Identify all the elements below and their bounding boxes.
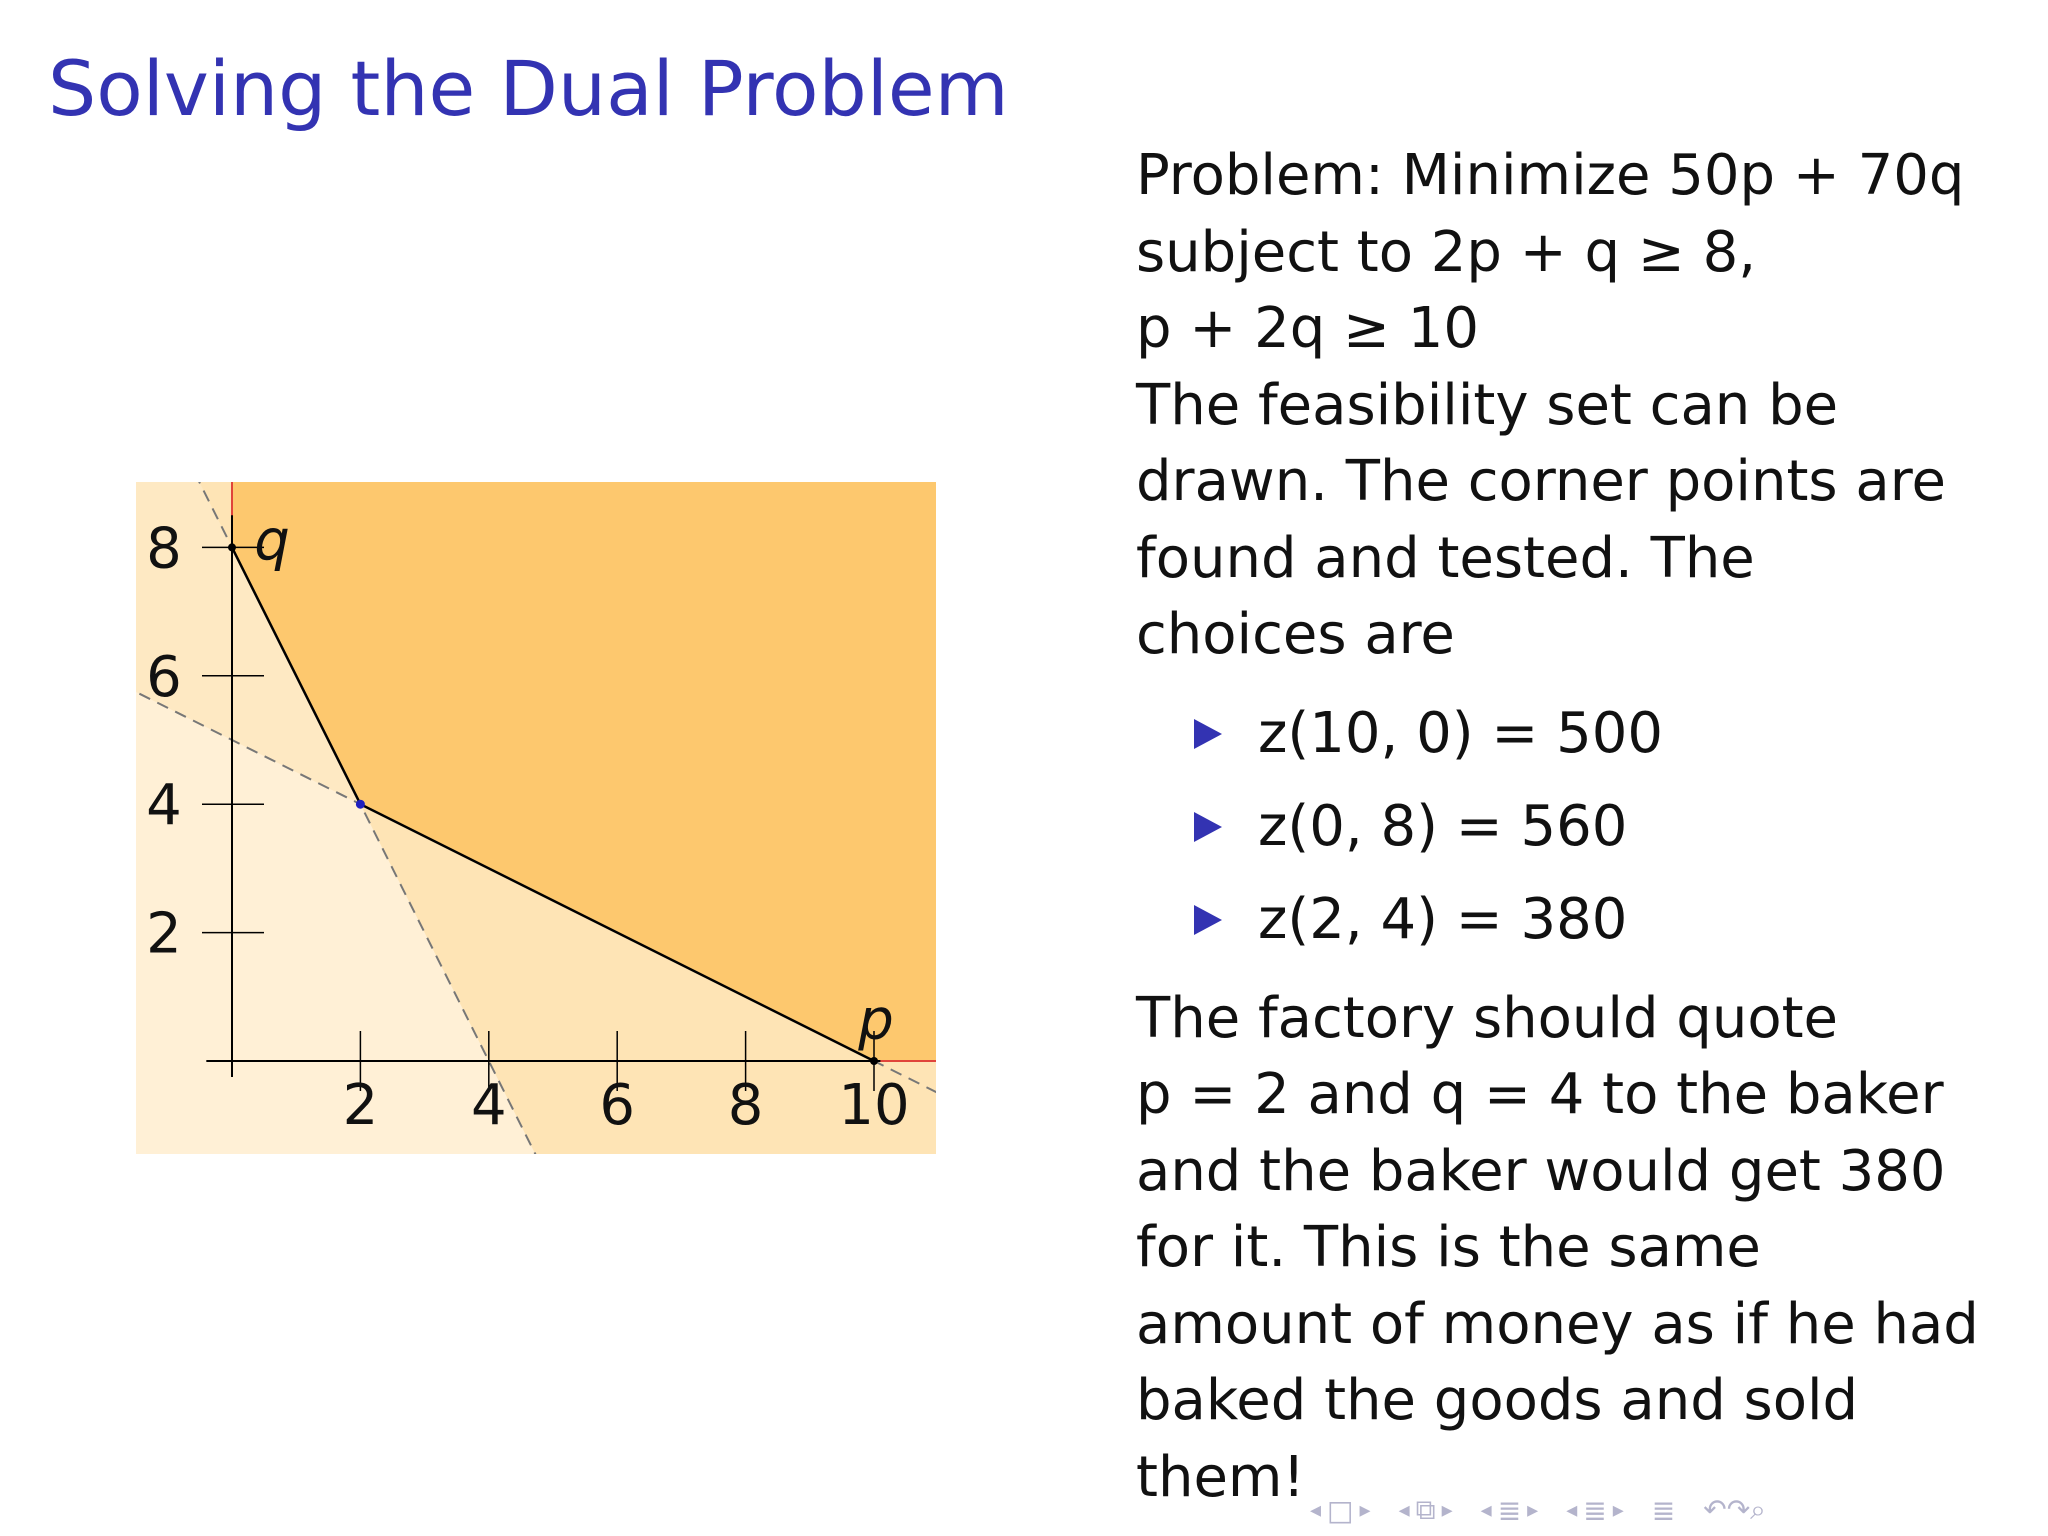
paragraph2-line-1: The factory should quote [1136, 985, 1838, 1051]
explanation-panel [1136, 138, 2016, 1516]
slide-nav-icon[interactable]: ◂ □ ▸ [1310, 1493, 1371, 1527]
section-nav-icon[interactable]: ◂ ≣ ▸ [1566, 1493, 1624, 1527]
beamer-navigation-bar [1310, 1490, 2030, 1530]
corner-point [356, 800, 365, 809]
x-tick-label: 10 [838, 1073, 910, 1138]
search-icon[interactable]: ↶↷⌕ [1703, 1493, 1766, 1526]
y-tick-label: 4 [146, 773, 182, 839]
paragraph2-line-7: them! [1136, 1444, 1305, 1510]
problem-line-3: p + 2q ≥ 10 [1136, 296, 1480, 361]
paragraph2-line-4: for it. This is the same [1136, 1215, 1761, 1280]
x-axis-label: p [858, 988, 894, 1053]
paragraph2-line-6: baked the goods and sold [1136, 1368, 1859, 1433]
paragraph1-line-1: The feasibility set can be [1136, 372, 1839, 438]
list-item [1136, 688, 2016, 781]
align-icon[interactable]: ≣ [1651, 1493, 1676, 1527]
bullet-triangle-icon [1194, 905, 1222, 935]
choice-text: z(2, 4) = 380 [1258, 886, 1628, 952]
x-tick-label: 4 [470, 1073, 507, 1138]
feasibility-diagram [0, 0, 960, 1200]
choice-text: z(10, 0) = 500 [1258, 700, 1663, 766]
paragraph1-line-3: found and tested. The [1136, 525, 1755, 591]
subsection-nav-icon[interactable]: ◂ ≣ ▸ [1480, 1493, 1539, 1527]
problem-line-1: Problem: Minimize 50p + 70q [1136, 143, 1965, 208]
choice-text: z(0, 8) = 560 [1258, 793, 1628, 859]
slide-title: Solving the Dual Problem [48, 44, 1009, 133]
y-tick-label: 2 [146, 901, 182, 967]
paragraph2-line-3: and the baker would get 380 [1136, 1138, 1946, 1204]
x-tick-label: 2 [342, 1073, 379, 1138]
paragraph2-line-5: amount of money as if he had [1136, 1291, 1979, 1357]
x-tick-label: 8 [727, 1073, 764, 1138]
bullet-triangle-icon [1194, 812, 1222, 842]
frame-nav-icon[interactable]: ◂ ⧉ ▸ [1398, 1493, 1453, 1526]
x-tick-label: 6 [599, 1073, 636, 1138]
list-item [1136, 781, 2016, 874]
y-axis-label: q [254, 508, 290, 574]
y-tick-label: 8 [146, 516, 182, 582]
paragraph1-line-4: choices are [1136, 602, 1455, 667]
paragraph2-line-2: p = 2 and q = 4 to the baker [1136, 1062, 1944, 1127]
corner-point [870, 1057, 878, 1065]
list-item [1136, 874, 2016, 967]
bullet-triangle-icon [1194, 719, 1222, 749]
paragraph1-line-2: drawn. The corner points are [1136, 449, 1946, 514]
problem-line-2: subject to 2p + q ≥ 8, [1136, 219, 1756, 285]
corner-point [228, 543, 236, 551]
y-tick-label: 6 [146, 644, 182, 710]
choices-list [1136, 688, 2016, 967]
